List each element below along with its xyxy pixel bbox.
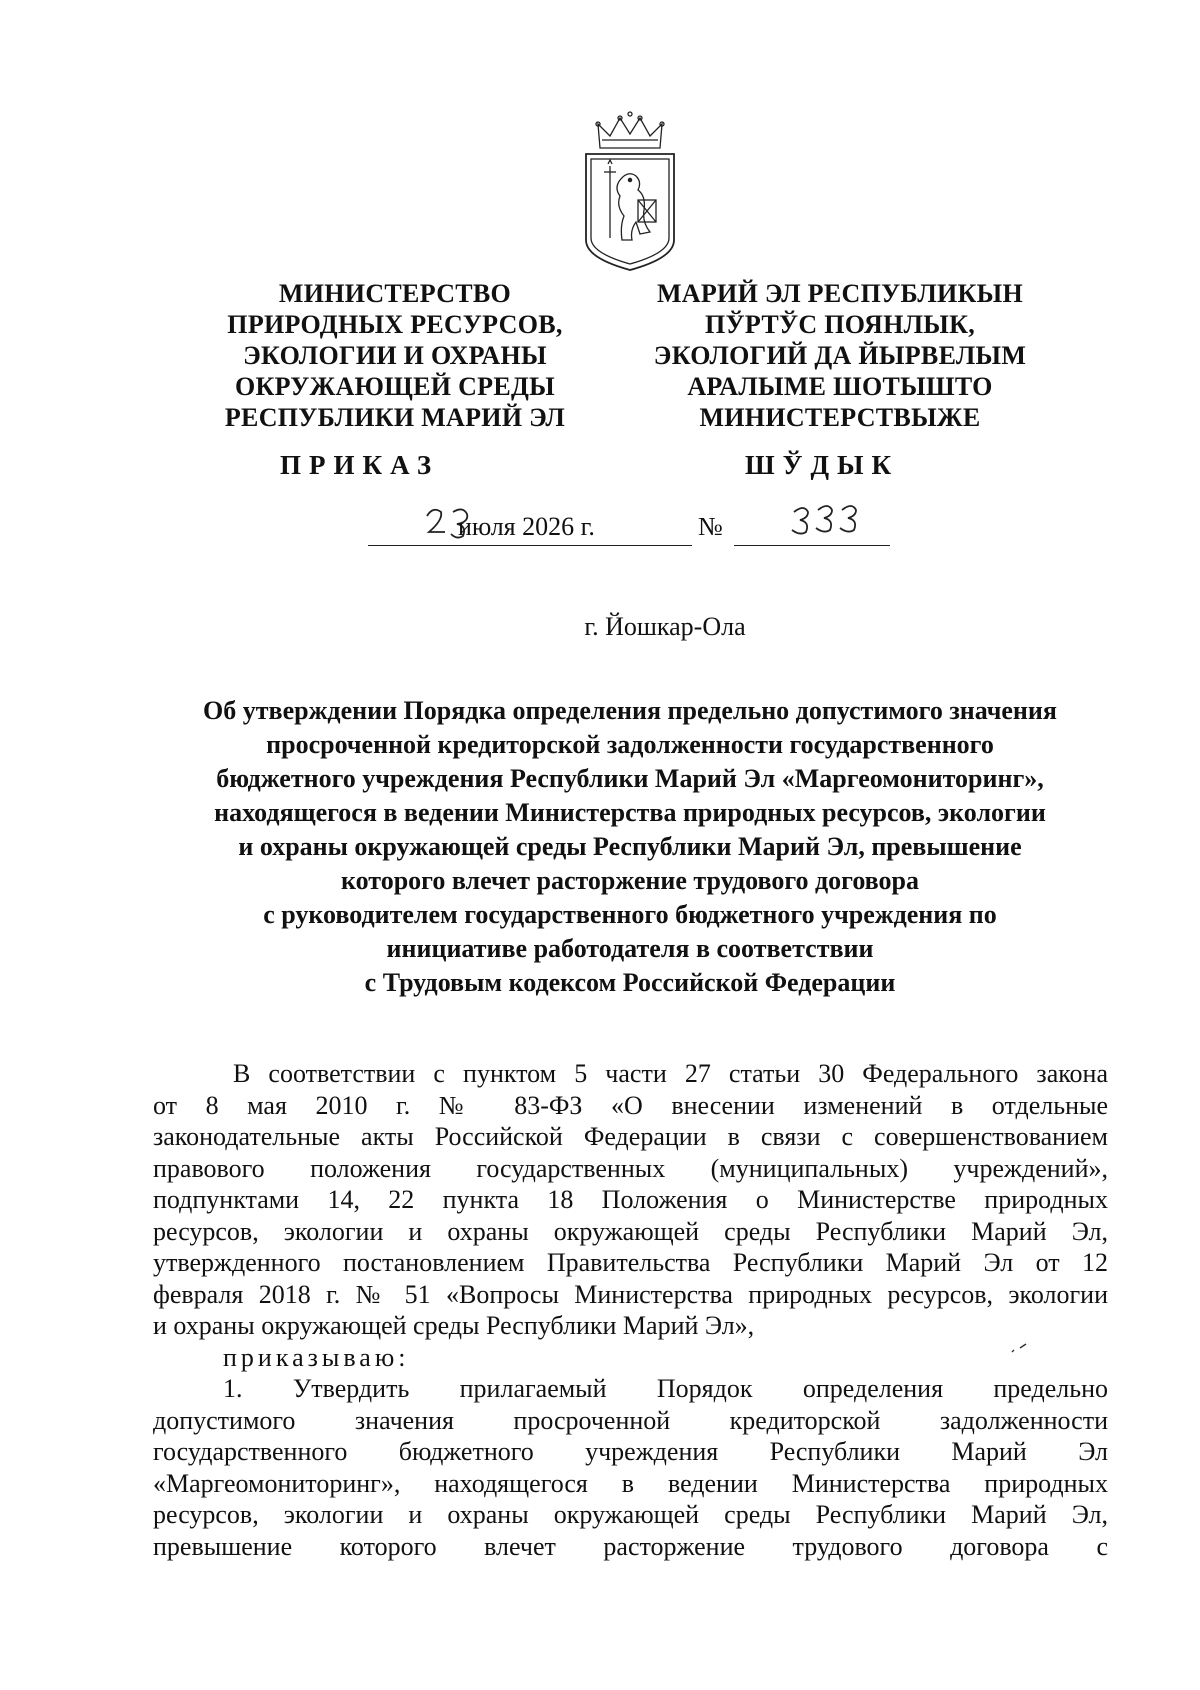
body-line: ресурсов, экологии и охраны окружающей среды Республики Марий Эл, [153, 1216, 1108, 1246]
title-line: бюджетного учреждения Республики Марий Эл «Маргеомониторинг», [216, 764, 1044, 793]
ministry-name-line: МИНИСТЕРСТВЫЖЕ [699, 403, 981, 432]
body-line: превышение которого влечет расторжение трудового договора с [153, 1531, 1108, 1561]
city-name: г. Йошкар-Ола [584, 612, 746, 641]
body-line: правового положения государственных (муниципальных) учреждений», [153, 1153, 1108, 1183]
body-line: государственного бюджетного учреждения Республики Марий Эл [153, 1437, 1108, 1466]
number-underline [734, 545, 890, 546]
doc-type-mari: ШЎДЫК [745, 450, 900, 480]
ministry-name-line: ПРИРОДНЫХ РЕСУРСОВ, [227, 310, 563, 339]
body-line: февраля 2018 г. № 51 «Вопросы Министерства природных ресурсов, экологии [153, 1279, 1108, 1309]
title-line: находящегося в ведении Министерства природных ресурсов, экологии [214, 798, 1046, 827]
body-line: 1. Утвердить прилагаемый Порядок определения предельно [223, 1374, 1108, 1403]
order-body [153, 1058, 1108, 1562]
title-line: и охраны окружающей среды Республики Марий Эл, превышение [238, 832, 1022, 861]
body-line: законодательные акты Российской Федерации в связи с совершенствованием [153, 1122, 1108, 1151]
ministry-name-line: ЭКОЛОГИИ И ОХРАНЫ [243, 341, 547, 370]
title-line: с Трудовым кодексом Российской Федерации [364, 968, 896, 997]
ministry-name-mari [650, 278, 1030, 433]
date-underline [368, 545, 692, 546]
body-line: допустимого значения просроченной кредиторской задолженности [153, 1405, 1108, 1435]
ministry-name-line: МАРИЙ ЭЛ РЕСПУБЛИКЫН [656, 279, 1024, 308]
ministry-name-russian [205, 278, 585, 433]
body-line: В соответствии с пунктом 5 части 27 статьи 30 Федерального закона [233, 1059, 1108, 1088]
title-line: которого влечет расторжение трудового договора [340, 866, 920, 895]
ministry-name-line: ЭКОЛОГИЙ ДА ЙЫРВЕЛЫМ [653, 341, 1027, 370]
date-month-year: июля 2026 г. [458, 512, 595, 541]
body-line: ресурсов, экологии и охраны окружающей среды Республики Марий Эл, [153, 1500, 1108, 1529]
body-line: «Маргеомониторинг», находящегося в ведении Министерства природных [153, 1468, 1108, 1498]
title-line: просроченной кредиторской задолженности государственного [266, 730, 994, 759]
body-line: от 8 мая 2010 г. № 83-ФЗ «О внесении изменений в отдельные [153, 1090, 1108, 1120]
handwritten-number [788, 502, 864, 544]
coat-of-arms-emblem [580, 110, 680, 275]
title-line: инициативе работодателя в соответствии [386, 934, 874, 963]
title-line: с руководителем государственного бюджетного учреждения по [263, 900, 997, 929]
date-number-line [368, 508, 888, 548]
ministry-name-line: ОКРУЖАЮЩЕЙ СРЕДЫ [235, 372, 555, 401]
order-title [150, 694, 1110, 1000]
body-line: и охраны окружающей среды Республики Марий Эл», [153, 1311, 755, 1340]
ministry-name-line: ПЎРТЎС ПОЯНЛЫК, [704, 310, 976, 339]
body-line: утвержденного постановлением Правительства Республики Марий Эл от 12 [153, 1248, 1108, 1277]
title-line: Об утверждении Порядка определения предельно допустимого значения [203, 696, 1057, 725]
doc-type-russian: ПРИКАЗ [280, 450, 440, 480]
ministry-name-line: РЕСПУБЛИКИ МАРИЙ ЭЛ [224, 403, 566, 432]
number-sign: № [698, 512, 723, 541]
stray-mark [1010, 1342, 1030, 1354]
body-line: подпунктами 14, 22 пункта 18 Положения о Министерстве природных [153, 1185, 1108, 1214]
order-word: приказываю: [223, 1342, 410, 1372]
ministry-name-line: АРАЛЫМЕ ШОТЫШТО [687, 372, 993, 401]
ministry-name-line: МИНИСТЕРСТВО [278, 279, 512, 308]
